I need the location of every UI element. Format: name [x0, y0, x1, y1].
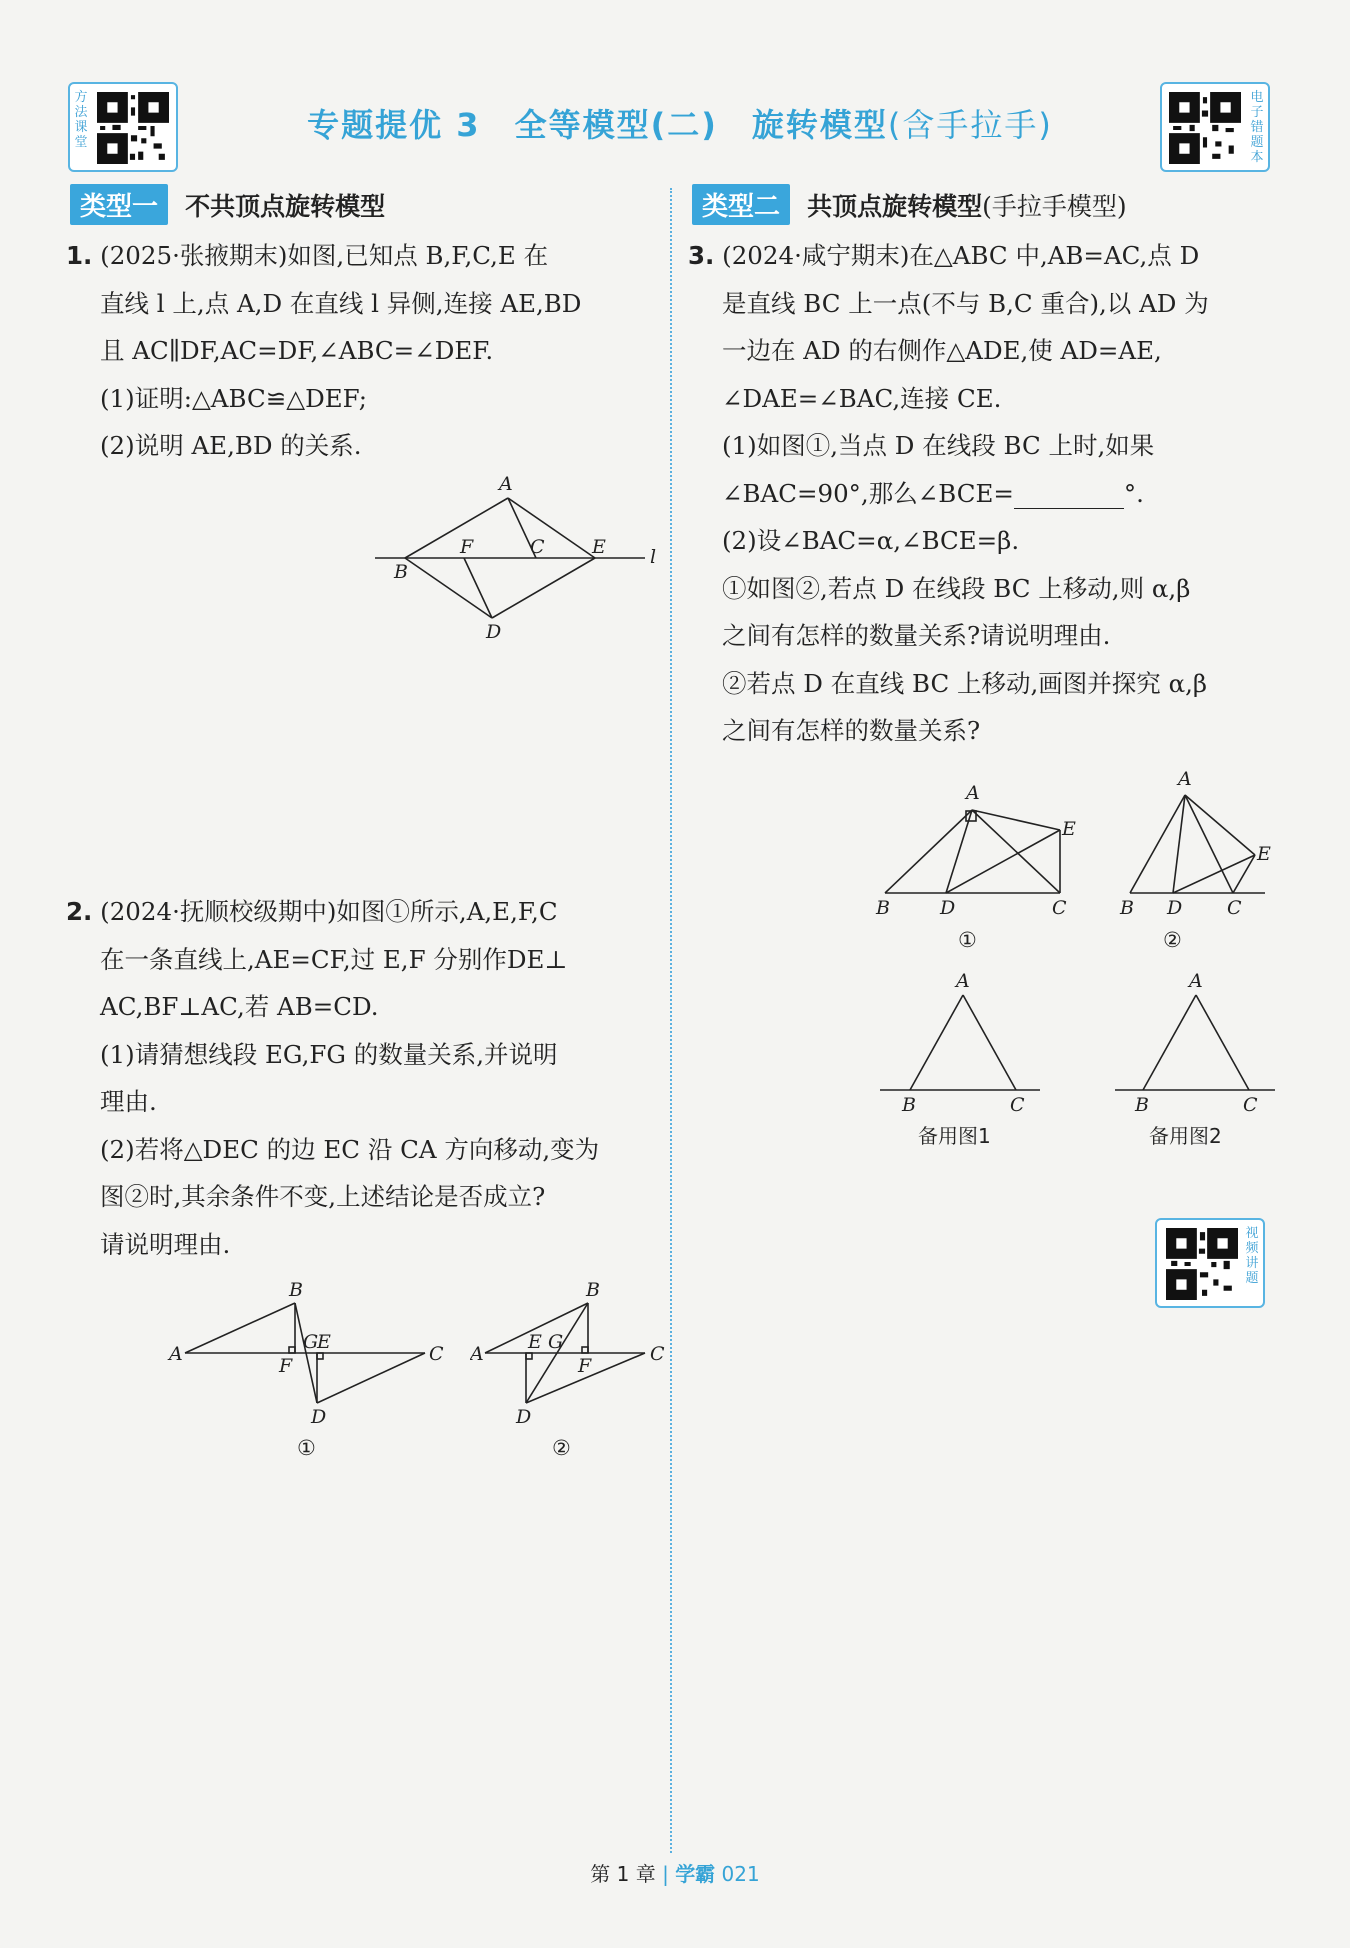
label-A: A: [470, 1343, 484, 1365]
problem-line: (2)若将△DEC 的边 EC 沿 CA 方向移动,变为: [100, 1134, 600, 1164]
problem-line: 理由.: [100, 1087, 157, 1116]
qr-right-label: 电子错题本: [1250, 90, 1264, 165]
section-tag-left: 类型一: [70, 184, 168, 225]
figure-caption: 备用图1: [918, 1124, 991, 1148]
footer-brand: 学霸: [675, 1862, 716, 1886]
qr-code-icon: [1168, 92, 1242, 164]
problem-line: (2)设∠BAC=α,∠BCE=β.: [722, 526, 1020, 555]
problem-number: 3.: [688, 241, 715, 270]
label-B: B: [1120, 897, 1134, 919]
section-name-left: 不共顶点旋转模型: [185, 192, 386, 221]
figure-problem-3-1: [870, 775, 1090, 955]
label-A: A: [956, 970, 970, 992]
qr-error-book[interactable]: [1160, 82, 1270, 172]
label-B: B: [876, 897, 890, 919]
label-F: F: [460, 536, 474, 558]
problem-3: [688, 232, 1288, 755]
title-model: 旋转模型: [751, 106, 888, 144]
label-C: C: [1010, 1094, 1025, 1116]
qr-code-icon: [96, 92, 170, 164]
problem-line: AC,BF⊥AC,若 AB=CD.: [100, 992, 379, 1021]
column-divider: [670, 188, 672, 1853]
label-E: E: [317, 1331, 331, 1353]
label-B: B: [394, 561, 408, 583]
figure-problem-1: [360, 470, 670, 650]
label-E: E: [592, 536, 606, 558]
qr-method-class[interactable]: [68, 82, 178, 172]
answer-blank[interactable]: [1014, 482, 1124, 509]
label-A: A: [169, 1343, 183, 1365]
section-name-right: 共顶点旋转模型: [807, 192, 983, 221]
problem-line: [688, 470, 1288, 518]
qr-video-label: 视频讲题: [1245, 1226, 1259, 1286]
problem-line: 是直线 BC 上一点(不与 B,C 重合),以 AD 为: [722, 288, 1209, 318]
label-B: B: [586, 1280, 600, 1301]
title-sub: (含手拉手): [887, 106, 1053, 144]
footer-chapter: 第 1 章: [590, 1862, 656, 1886]
label-C: C: [650, 1343, 665, 1365]
figure-problem-3-2: [1115, 765, 1285, 955]
problem-line: 之间有怎样的数量关系?请说明理由.: [722, 621, 1111, 650]
label-B: B: [289, 1280, 303, 1301]
qr-code-icon: [1165, 1228, 1239, 1300]
figure-problem-2-1: [165, 1280, 455, 1460]
problem-line: 一边在 AD 的右侧作△ADE,使 AD=AE,: [722, 336, 1162, 365]
label-D: D: [516, 1406, 532, 1428]
label-C: C: [429, 1343, 444, 1365]
label-E: E: [528, 1331, 542, 1353]
label-D: D: [486, 621, 502, 643]
problem-1: [66, 232, 656, 470]
label-B: B: [902, 1094, 916, 1116]
problem-line: ∠DAE=∠BAC,连接 CE.: [722, 383, 1002, 413]
problem-line: ①如图②,若点 D 在线段 BC 上移动,则 α,β: [722, 573, 1191, 603]
label-F: F: [578, 1355, 592, 1377]
problem-line: (2024·咸宁期末)在△ABC 中,AB=AC,点 D: [722, 241, 1200, 270]
figure-caption: ②: [552, 1436, 571, 1460]
problem-line: (1)如图①,当点 D 在线段 BC 上时,如果: [722, 431, 1155, 460]
figure-spare-2: [1105, 970, 1285, 1150]
section-tag-right: 类型二: [692, 184, 790, 225]
figure-caption: 备用图2: [1149, 1124, 1222, 1148]
label-A: A: [1189, 970, 1203, 992]
problem-line: 直线 l 上,点 A,D 在直线 l 异侧,连接 AE,BD: [100, 288, 582, 318]
problem-line: 在一条直线上,AE=CF,过 E,F 分别作DE⊥: [100, 944, 568, 974]
problem-line: (1)证明:△ABC≌△DEF;: [100, 383, 367, 413]
label-E: E: [1062, 818, 1076, 840]
label-C: C: [530, 536, 545, 558]
label-A: A: [1178, 768, 1192, 790]
problem-line: 且 AC∥DF,AC=DF,∠ABC=∠DEF.: [100, 336, 494, 365]
label-B: B: [1135, 1094, 1149, 1116]
section-left-header: [70, 184, 385, 225]
problem-line: (2024·抚顺校级期中)如图①所示,A,E,F,C: [100, 897, 558, 926]
title-topic: 专题提优 3: [307, 106, 481, 144]
figure-caption: ①: [297, 1436, 316, 1460]
problem-line: 图②时,其余条件不变,上述结论是否成立?: [100, 1182, 546, 1211]
page-title: [240, 100, 1120, 146]
problem-line: 之间有怎样的数量关系?: [722, 716, 981, 745]
problem-line: (2025·张掖期末)如图,已知点 B,F,C,E 在: [100, 241, 549, 270]
figure-caption: ①: [958, 928, 977, 952]
qr-left-label: 方法课堂: [74, 90, 88, 150]
label-A: A: [966, 782, 980, 804]
problem-text: ∠BAC=90°,那么∠BCE=: [722, 478, 1014, 508]
problem-line: (2)说明 AE,BD 的关系.: [100, 431, 362, 460]
footer-page-number: 021: [721, 1862, 760, 1886]
problem-text: °.: [1123, 478, 1144, 508]
label-C: C: [1227, 897, 1242, 919]
section-right-header: [692, 184, 1127, 225]
title-main: 全等模型(二): [514, 106, 718, 144]
problem-2: [66, 888, 656, 1268]
figure-problem-2-2: [470, 1280, 670, 1460]
label-G: G: [548, 1331, 564, 1353]
label-l: l: [650, 546, 657, 568]
label-G: G: [303, 1331, 319, 1353]
page-footer: 第 1 章 | 学霸 021: [590, 1862, 760, 1886]
label-D: D: [1167, 897, 1183, 919]
problem-line: ②若点 D 在直线 BC 上移动,画图并探究 α,β: [722, 668, 1208, 698]
problem-line: (1)请猜想线段 EG,FG 的数量关系,并说明: [100, 1039, 558, 1069]
section-name-right-sub: (手拉手模型): [982, 192, 1127, 221]
problem-line: 请说明理由.: [100, 1229, 231, 1259]
problem-number: 1.: [66, 241, 93, 270]
problem-number: 2.: [66, 897, 93, 926]
label-F: F: [279, 1355, 293, 1377]
label-E: E: [1257, 843, 1271, 865]
label-C: C: [1243, 1094, 1258, 1116]
label-D: D: [940, 897, 956, 919]
label-A: A: [499, 473, 513, 495]
figure-spare-1: [870, 970, 1050, 1150]
figure-caption: ②: [1163, 928, 1182, 952]
label-D: D: [311, 1406, 327, 1428]
label-C: C: [1052, 897, 1067, 919]
qr-video-explain[interactable]: [1155, 1218, 1265, 1308]
